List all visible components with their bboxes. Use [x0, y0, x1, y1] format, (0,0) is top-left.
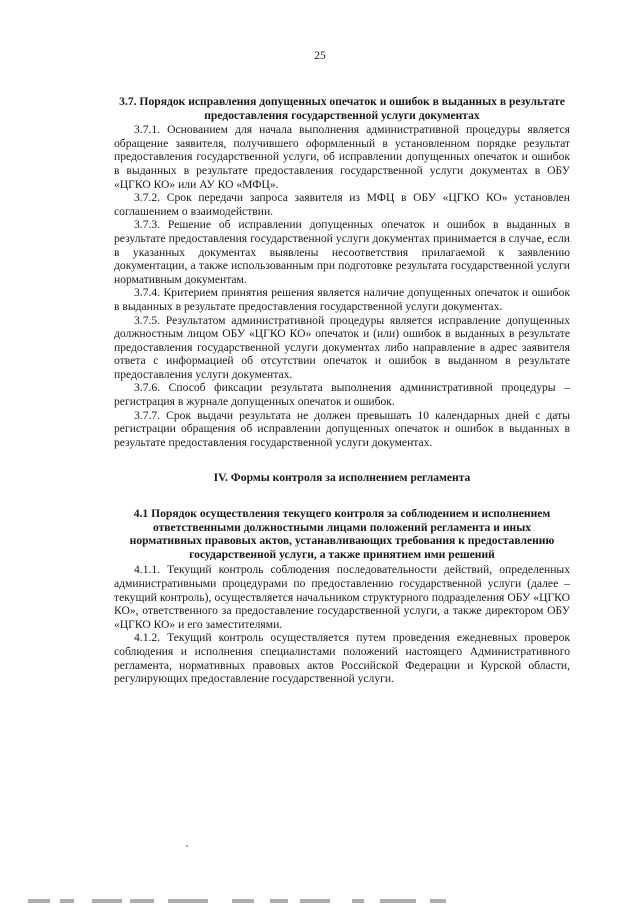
- scan-mark: [60, 899, 74, 903]
- paragraph-3-7-3: 3.7.3. Решение об исправлении допущенных опечаток и ошибок в выданных в результате предоставления государственной услуги документах принимается в случае, если в указанных документах выявлены несоответствия прилагаемой к заявлению документации, а также использованным при подготовке результата государственной услуги нормативным документам.: [114, 218, 570, 286]
- section-3-7-heading: 3.7. Порядок исправления допущенных опечаток и ошибок в выданных в результате предоставления государственной услуги документах: [119, 95, 565, 122]
- scan-mark: [28, 899, 50, 903]
- document-body: [114, 95, 570, 686]
- scan-mark: [232, 899, 254, 903]
- paragraph-3-7-2: 3.7.2. Срок передачи запроса заявителя из МФЦ в ОБУ «ЦГКО КО» установлен соглашением о взаимодействии.: [114, 191, 570, 218]
- section-iv-heading: IV. Формы контроля за исполнением регламента: [213, 471, 471, 485]
- scan-speck: [186, 845, 188, 847]
- paragraph-4-1-1: 4.1.1. Текущий контроль соблюдения последовательности действий, определенных административными процедурами по предоставлению государственной услуги (далее – текущий контроль), осуществляется начальником структурного подразделения ОБУ «ЦГКО КО», ответственного за предоставление государственной услуги, а также директором ОБУ «ЦГКО КО» и его заместителями.: [114, 563, 570, 631]
- paragraph-3-7-1: 3.7.1. Основанием для начала выполнения административной процедуры является обращение заявителя, получившего оформленный в установленном порядке результат предоставления государственной услуги, об исправлении допущенных опечаток и ошибок в выданных в результате предоставления государственной услуги документах в ОБУ «ЦГКО КО» или АУ КО «МФЦ».: [114, 123, 570, 191]
- scan-mark: [130, 899, 154, 903]
- scan-edge-artifacts: [0, 895, 640, 905]
- paragraph-3-7-6: 3.7.6. Способ фиксации результата выполнения административной процедуры – регистрация в журнале допущенных опечаток и ошибок.: [114, 381, 570, 409]
- paragraph-3-7-5: 3.7.5. Результатом административной процедуры является исправление допущенных должностным лицом ОБУ «ЦГКО КО» опечаток и (или) ошибок в выданных в результате предоставления государственной услуги документах либо направление в адрес заявителя ответа с информацией об отсутствии опечаток и ошибок в выданном в результате предоставления услуги документах.: [114, 313, 570, 381]
- scan-mark: [430, 899, 446, 903]
- paragraph-3-7-7: 3.7.7. Срок выдачи результата не должен превышать 10 календарных дней с даты регистрации обращения об исправлении допущенных опечаток и ошибок в выданных в результате предоставления государственной услуги документах.: [114, 408, 570, 449]
- scan-mark: [300, 899, 330, 903]
- section-4-1-heading: 4.1 Порядок осуществления текущего контроля за соблюдением и исполнением ответственными должностными лицами положений регламента и иных нормативных правовых актов, устанавливающих требования к предоставлению государственной услуги, а также принятием ими решений: [129, 507, 555, 561]
- paragraph-3-7-4: 3.7.4. Критерием принятия решения является наличие допущенных опечаток и ошибок в выданных в результате предоставления государственной услуги документах.: [114, 286, 570, 313]
- scan-mark: [352, 899, 364, 903]
- scan-mark: [92, 899, 122, 903]
- scan-mark: [380, 899, 416, 903]
- scan-mark: [270, 899, 288, 903]
- page-number: 25: [314, 50, 326, 62]
- paragraph-4-1-2: 4.1.2. Текущий контроль осуществляется путем проведения ежедневных проверок соблюдения и исполнения специалистами положений настоящего Административного регламента, нормативных правовых актов Российской Федерации и Курской области, регулирующих предоставление государственной услуги.: [114, 631, 570, 686]
- scan-mark: [168, 899, 208, 903]
